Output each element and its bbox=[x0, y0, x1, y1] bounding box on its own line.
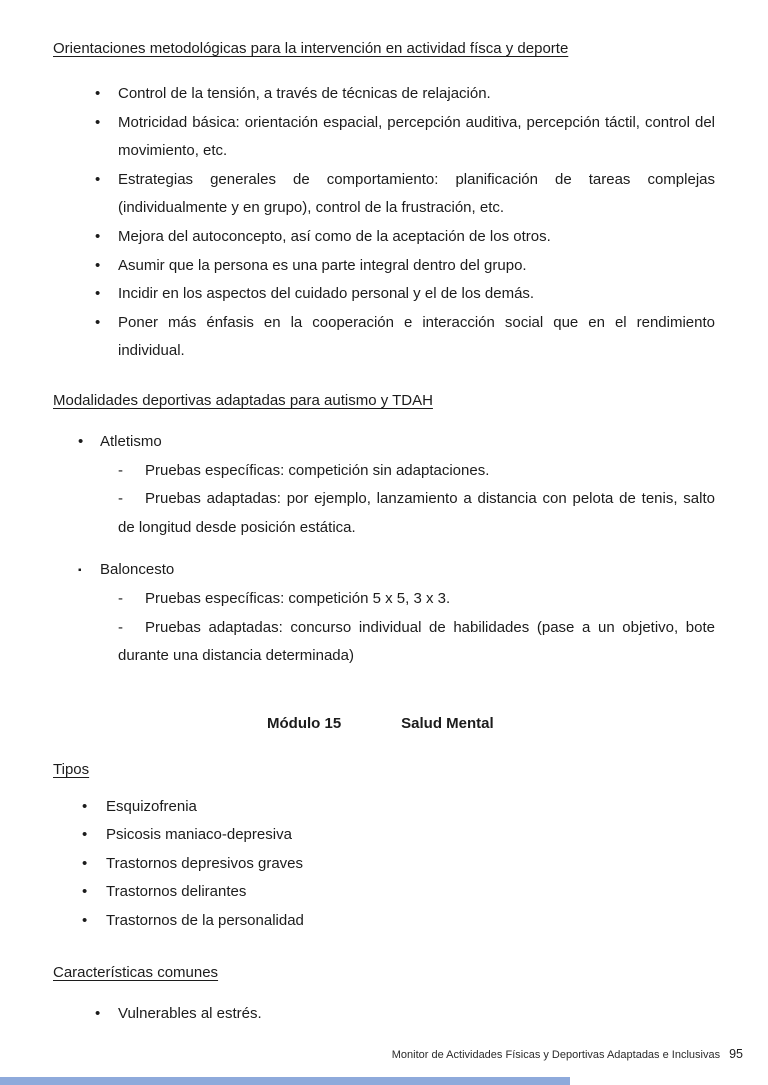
list-item bbox=[53, 878, 715, 907]
list-item-text: Trastornos delirantes bbox=[106, 883, 247, 901]
bullet-icon: • bbox=[78, 432, 84, 450]
bullet-icon: • bbox=[95, 285, 101, 303]
dash-icon: - bbox=[118, 461, 123, 479]
sub-item-text: Pruebas adaptadas: concurso individual de habilidades (pase a un objetivo, bote durante una distancia determinada) bbox=[118, 618, 715, 665]
list-item bbox=[53, 80, 715, 109]
bullet-icon: • bbox=[82, 854, 88, 872]
bullet-icon: • bbox=[95, 313, 101, 331]
sub-item-text: Pruebas adaptadas: por ejemplo, lanzamiento a distancia con pelota de tenis, salto de longitud desde posición estática. bbox=[118, 490, 715, 536]
list-item bbox=[53, 428, 715, 457]
sport-block-atletismo bbox=[53, 428, 715, 542]
section-heading-orientaciones: Orientaciones metodológicas para la intervención en actividad físca y deporte bbox=[53, 40, 569, 57]
list-item bbox=[53, 280, 715, 309]
bullet-icon: • bbox=[95, 227, 101, 245]
list-item bbox=[53, 309, 715, 366]
list-item bbox=[53, 1000, 715, 1029]
list-item bbox=[53, 109, 715, 166]
section-tipos bbox=[53, 759, 715, 936]
bullet-icon: • bbox=[95, 170, 101, 188]
bottom-accent-bar bbox=[0, 1077, 570, 1085]
bullet-icon: • bbox=[82, 797, 88, 815]
page-footer bbox=[392, 1047, 743, 1061]
list-item-text: Psicosis maniaco-depresiva bbox=[106, 826, 292, 844]
bullet-icon: • bbox=[82, 912, 88, 930]
list-item bbox=[53, 821, 715, 850]
list-item-text: Mejora del autoconcepto, así como de la aceptación de los otros. bbox=[118, 227, 551, 245]
list-item-text: Motricidad básica: orientación espacial, percepción auditiva, percepción táctil, control del movimiento, etc. bbox=[118, 113, 715, 160]
sub-item-text: Pruebas específicas: competición 5 x 5, 3 x 3. bbox=[145, 589, 451, 607]
page-number: 95 bbox=[729, 1047, 743, 1061]
list-item-text: Incidir en los aspectos del cuidado personal y el de los demás. bbox=[118, 285, 535, 303]
sport-name: Atletismo bbox=[100, 432, 162, 450]
sub-item-text: Pruebas específicas: competición sin adaptaciones. bbox=[145, 461, 490, 479]
tipos-list bbox=[53, 793, 715, 936]
list-item-text: Asumir que la persona es una parte integral dentro del grupo. bbox=[118, 256, 527, 274]
square-bullet-icon: ▪ bbox=[78, 565, 82, 577]
module-heading bbox=[267, 713, 715, 735]
list-item-text: Estrategias generales de comportamiento: planificación de tareas complejas (individualmente y en grupo), control de la frustración, etc. bbox=[118, 170, 715, 217]
section-modalidades bbox=[53, 390, 715, 671]
caracteristicas-list bbox=[53, 1000, 715, 1029]
list-item bbox=[53, 556, 715, 585]
list-item bbox=[53, 793, 715, 822]
list-item bbox=[53, 252, 715, 281]
list-item-text: Esquizofrenia bbox=[106, 797, 197, 815]
dash-icon: - bbox=[118, 618, 123, 636]
bullet-icon: • bbox=[95, 85, 101, 102]
sport-name-list bbox=[53, 428, 715, 457]
section-caracteristicas bbox=[53, 962, 715, 1029]
bullet-icon: • bbox=[95, 256, 101, 274]
section-heading-tipos: Tipos bbox=[53, 760, 90, 778]
footer-text: Monitor de Actividades Físicas y Deportivas Adaptadas e Inclusivas bbox=[391, 1049, 721, 1061]
sport-name-list bbox=[53, 556, 715, 585]
module-label: Módulo 15 bbox=[267, 714, 342, 732]
list-item bbox=[53, 907, 715, 936]
list-item bbox=[53, 850, 715, 879]
list-item bbox=[53, 166, 715, 223]
sub-item bbox=[53, 585, 715, 614]
bullet-icon: • bbox=[95, 1004, 101, 1022]
section-heading-caracteristicas: Características comunes bbox=[53, 963, 219, 981]
section-heading-modalidades: Modalidades deportivas adaptadas para autismo y TDAH bbox=[53, 391, 433, 409]
sub-item bbox=[53, 485, 715, 542]
dash-icon: - bbox=[118, 589, 123, 607]
sport-name: Baloncesto bbox=[100, 561, 175, 579]
bullet-icon: • bbox=[82, 826, 88, 844]
bullet-icon: • bbox=[82, 883, 88, 901]
sub-item bbox=[53, 457, 715, 486]
module-title: Salud Mental bbox=[401, 714, 494, 732]
bullet-icon: • bbox=[95, 113, 101, 131]
sport-block-baloncesto bbox=[53, 556, 715, 670]
list-item bbox=[53, 223, 715, 252]
sub-item bbox=[53, 614, 715, 671]
list-item-text: Trastornos de la personalidad bbox=[106, 912, 304, 930]
list-item-text: Poner más énfasis en la cooperación e interacción social que en el rendimiento individual. bbox=[118, 313, 715, 360]
orientaciones-list bbox=[53, 80, 715, 366]
dash-icon: - bbox=[118, 490, 123, 508]
list-item-text: Vulnerables al estrés. bbox=[118, 1004, 262, 1022]
list-item-text: Trastornos depresivos graves bbox=[106, 854, 304, 872]
list-item-text: Control de la tensión, a través de técnicas de relajación. bbox=[118, 85, 491, 102]
